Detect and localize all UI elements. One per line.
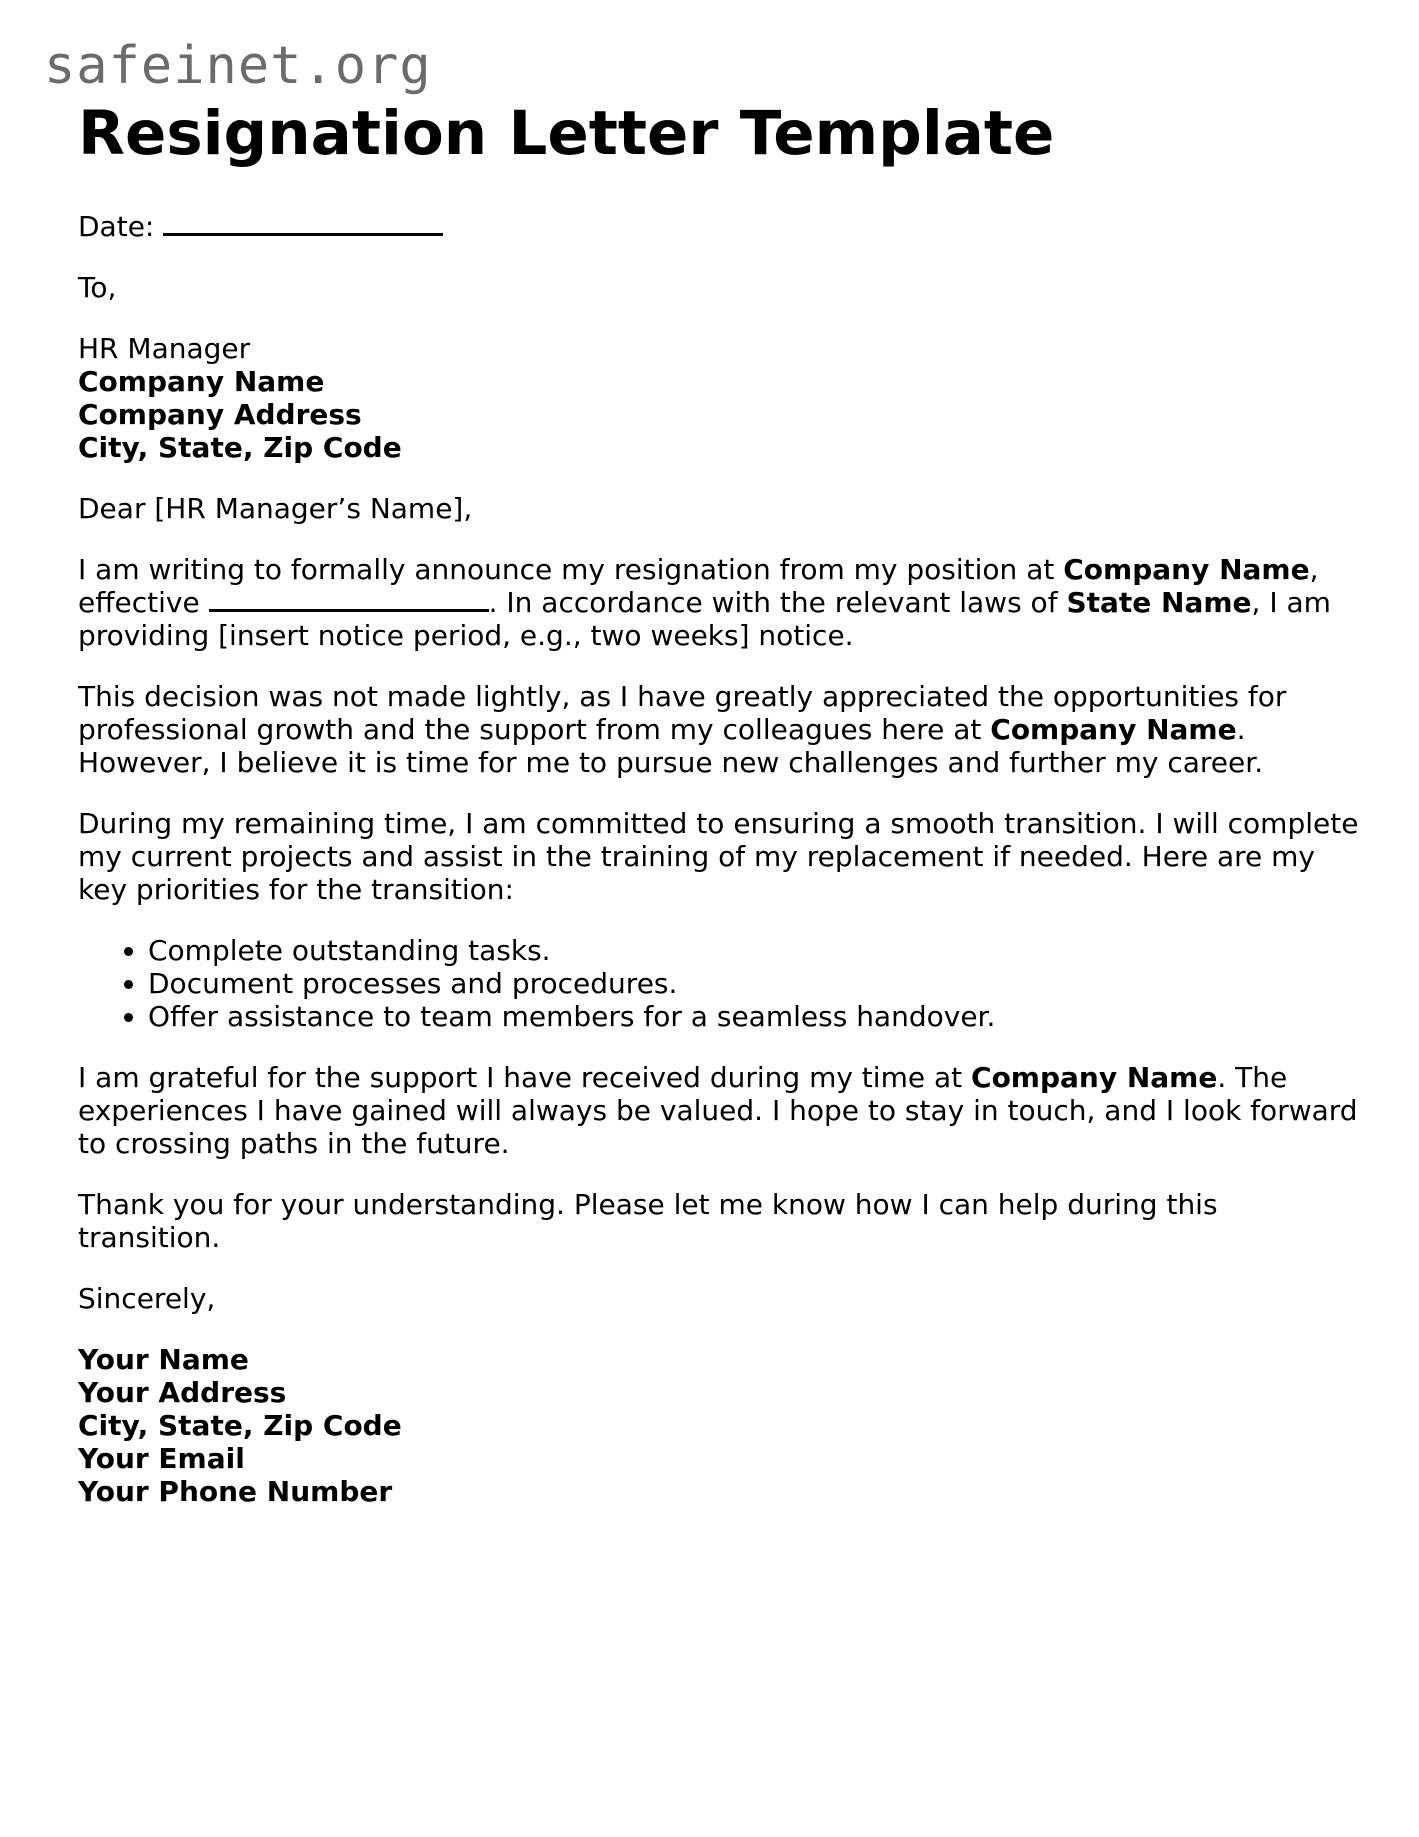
date-blank	[163, 211, 443, 236]
recipient-block	[78, 332, 1368, 464]
list-item: • Document processes and procedures.	[148, 967, 1368, 1000]
signature-email: Your Email	[78, 1442, 245, 1475]
p2-text-1: This decision was not made lightly, as I have greatly appreciated the opportunities for professional growth and the support from my colleagues here at	[78, 680, 1287, 746]
recipient-role: HR Manager	[78, 332, 251, 365]
page-title: Resignation Letter Template	[78, 98, 1055, 169]
p4-company: Company Name	[971, 1061, 1218, 1094]
p1-text-1: I am writing to formally announce my resignation from my position at	[78, 553, 1064, 586]
signature-block	[78, 1343, 1368, 1508]
date-label: Date:	[78, 210, 155, 243]
p1-text-4: , I am providing [insert notice period, e.g., two weeks] notice.	[78, 586, 1331, 652]
priorities-list	[78, 934, 1368, 1033]
date-line	[78, 210, 1368, 243]
signature-name: Your Name	[78, 1343, 249, 1376]
list-item: • Complete outstanding tasks.	[148, 934, 1368, 967]
paragraph-3: During my remaining time, I am committed to ensuring a smooth transition. I will complete my current projects and assist in the training of my replacement if needed. Here are my key priorities for the transition:	[78, 807, 1359, 906]
p1-text-2: , effective	[78, 553, 1319, 619]
paragraph-2	[78, 680, 1368, 779]
paragraph-1	[78, 553, 1368, 652]
p4-text-2: . The experiences I have gained will always be valued. I hope to stay in touch, and I look forward to crossing paths in the future.	[78, 1061, 1358, 1160]
p2-text-2: . However, I believe it is time for me to pursue new challenges and further my career.	[78, 713, 1264, 779]
recipient-company-address: Company Address	[78, 398, 362, 431]
p1-state: State Name	[1066, 586, 1252, 619]
p1-company: Company Name	[1063, 553, 1310, 586]
watermark-text: safeinet.org	[44, 36, 432, 96]
signature-address: Your Address	[78, 1376, 287, 1409]
salutation: Dear [HR Manager’s Name],	[78, 492, 473, 525]
signature-city-state-zip: City, State, Zip Code	[78, 1409, 402, 1442]
to-line: To,	[78, 271, 117, 304]
paragraph-5: Thank you for your understanding. Please let me know how I can help during this transition.	[78, 1188, 1218, 1254]
recipient-city-state-zip: City, State, Zip Code	[78, 431, 402, 464]
recipient-company-name: Company Name	[78, 365, 325, 398]
p4-text-1: I am grateful for the support I have received during my time at	[78, 1061, 972, 1094]
p1-text-3: . In accordance with the relevant laws of	[488, 586, 1067, 619]
paragraph-4	[78, 1061, 1368, 1160]
letter-page	[78, 96, 1368, 1536]
p2-company: Company Name	[990, 713, 1237, 746]
signature-phone: Your Phone Number	[78, 1475, 393, 1508]
effective-date-blank	[209, 587, 489, 612]
list-item: • Offer assistance to team members for a seamless handover.	[148, 1000, 1368, 1033]
closing: Sincerely,	[78, 1282, 216, 1315]
